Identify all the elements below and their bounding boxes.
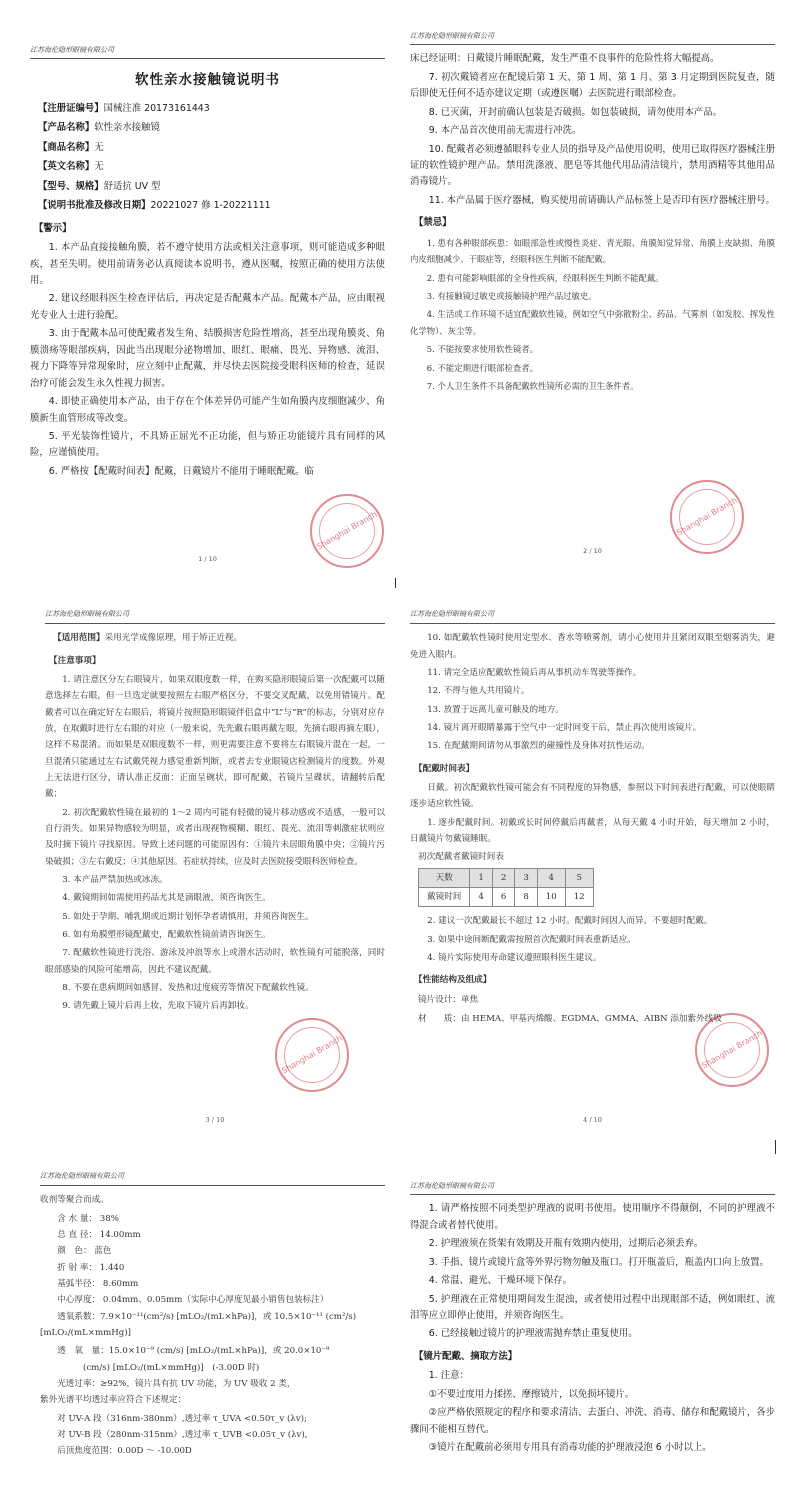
manual-page-3: [45, 608, 385, 1138]
company-seal: Shanghai Branch: [310, 494, 384, 568]
note-item: 5. 如处于孕期、哺乳期或近期计划怀孕者请慎用，并须咨询医生。: [62, 911, 314, 922]
note-item: 13. 放置于远离儿童可触及的地方。: [427, 704, 564, 715]
warning-item: 5. 平光装饰性镜片，不具矫正屈光不正功能，但与矫正功能镜片具有同样的风险，应谨慎使用。: [30, 431, 385, 459]
spec-power-range: 后顶焦度范围：0.00D ～ -10.00D: [57, 1446, 192, 1457]
care-item: 1. 请严格按照不同类型护理液的说明书使用。使用顺序不得颠倒，不同的护理液不得混合或者替代使用。: [410, 1203, 775, 1231]
company-header: 江苏海伦隐形眼镜有限公司: [410, 1180, 775, 1195]
note-item: 3. 本产品严禁加热或冰冻。: [62, 874, 168, 885]
warning-item: 1. 本产品直接接触角膜，若不遵守使用方法或相关注意事项，则可能造成多种眼疾，甚至失明。使用前请务必认真阅读本说明书，遵从医嘱，按照正确的使用方法使用。: [30, 242, 385, 286]
spec-uv-requirement: 紫外光谱平均透过率应符合下述规定：: [40, 1395, 187, 1406]
lens-material: 材 质：由 HEMA、甲基丙烯酸、EGDMA、GMMA、AIBN 添加紫外线吸: [418, 1013, 722, 1024]
document-title: 软性亲水接触镜说明书: [135, 72, 280, 89]
manual-page-5: [40, 1170, 385, 1500]
warning-item: 6. 严格按【配戴时间表】配戴，日戴镜片不能用于睡眠配戴。临: [48, 465, 314, 477]
warning-item: 2. 建议经眼科医生检查评估后，再决定是否配戴本产品。配戴本产品，应由眼视光专业人士进行验配。: [30, 293, 385, 321]
contraindication-item: 1. 患有各种眼部疾患：如眼部急性或慢性炎症、青光眼、角膜知觉异常、角膜上皮缺损、角膜内皮细胞减少、干眼症等，经眼科医生判断不能配戴。: [410, 237, 775, 265]
lens-design: 镜片设计：单焦: [418, 994, 479, 1005]
material-continued: 收剂等聚合而成。: [40, 1195, 109, 1206]
spec-item: 折 射 率： 1.440: [57, 1262, 125, 1273]
spec-item: 基弧半径： 8.60mm: [57, 1278, 139, 1289]
table-caption: 初次配戴者戴镜时间表: [418, 852, 504, 863]
manual-page-6: [410, 1180, 775, 1500]
notice-item: 10. 配戴者必须遵循眼科专业人员的指导及产品使用说明，使用已取得医疗器械注册证的软性镜护理产品。禁用洗涤液、肥皂等其他代用品清洁镜片，禁用酒精等其他用品消毒镜片。: [410, 143, 775, 188]
schedule-item: 4. 镜片实际使用寿命建议遵照眼科医生建议。: [427, 952, 602, 963]
company-header: 江苏海伦隐形眼镜有限公司: [410, 30, 775, 45]
company-seal: Shanghai Branch: [670, 480, 744, 554]
wear-item: ①不要过度用力揉搓、摩擦镜片，以免损坏镜片。: [428, 1388, 635, 1400]
spec-oxygen-transmissibility: 透 氧 量：15.0×10⁻⁹ (cm/s) [mLO₂/(mL×hPa)]，或 20.0×10⁻⁹: [57, 1346, 330, 1357]
care-item: 2. 护理液须在货架有效期及开瓶有效期内使用，过期后必须丢弃。: [428, 1238, 704, 1250]
contraindication-heading: 【禁忌】: [414, 217, 452, 229]
care-item: 4. 常温、避光、干燥环境下保存。: [428, 1275, 572, 1287]
field-scope: 【适用范围】采用光学成像原理，用于矫正近视。: [53, 633, 243, 644]
schedule-item: 3. 如果中途间断配戴需按照首次配戴时间表重新适应。: [427, 934, 636, 945]
note-item: 4. 戴镜期间如需使用药品尤其是滴眼液，须咨询医生。: [62, 893, 271, 904]
contraindication-item: 2. 患有可能影响眼部的全身性疾病，经眼科医生判断不能配戴。: [426, 272, 664, 283]
company-header: 江苏海伦隐形眼镜有限公司: [410, 608, 775, 624]
wear-method-heading: 【镜片配戴、摘取方法】: [414, 1350, 518, 1362]
manual-page-4: [410, 608, 775, 1138]
wear-item: ②应严格依照规定的程序和要求清洁、去蛋白、冲洗、消毒、储存和配戴镜片，各步骤间不能相互替代。: [410, 1407, 775, 1435]
spec-light-transmittance: 光透过率：≥92%，镜片具有抗 UV 功能，为 UV 吸收 2 类，: [57, 1378, 296, 1389]
spec-item: 总 直 径： 14.00mm: [57, 1229, 141, 1240]
note-item: 12. 不得与他人共用镜片。: [427, 686, 530, 697]
warning-item: 4. 即使正确使用本产品，由于存在个体差异仍可能产生如角膜内皮细胞减少、角膜新生血管形成等改变。: [30, 396, 385, 424]
spec-uvb: 对 UV-B 段（280nm-315nm）,透过率 τ_UVB <0.05τ_v (λv),: [57, 1429, 308, 1440]
notes-heading: 【注意事项】: [49, 655, 101, 666]
field-english-name: 【英文名称】无: [38, 161, 104, 173]
contraindication-item: 7. 个人卫生条件不具备配戴软性镜所必需的卫生条件者。: [426, 380, 639, 391]
spec-oxygen-transmissibility-unit: (cm/s) [mLO₂/(mL×mmHg)] (-3.00D 时): [83, 1362, 260, 1373]
spec-item: 颜 色： 蓝色: [57, 1246, 112, 1257]
note-item: 8. 不要在患病期间如感冒、发热和过度疲劳等情况下配戴软性镜。: [62, 982, 314, 993]
notice-item: 9. 本产品首次使用前无需进行冲洗。: [428, 125, 582, 137]
note-item: 6. 如有角膜塑形镜配戴史，配戴软性镜前请咨询医生。: [62, 929, 271, 940]
manual-page-2: [410, 30, 775, 575]
spec-item: 含 水 量： 38%: [57, 1213, 119, 1224]
field-registration: 【注册证编号】国械注准 20173161443: [38, 102, 210, 114]
table-row: 天数 1 2 3 4 5: [419, 868, 594, 887]
note-item: 15. 在配戴期间请勿从事激烈的碰撞性及身体对抗性运动。: [427, 741, 650, 752]
schedule-item: 1. 逐步配戴时间。初戴或长时间停戴后再戴者，从每天戴 4 小时开始，每天增加 2 小时，日戴镜片勿戴镜睡眠。: [410, 817, 775, 844]
notice-item: 8. 已灭菌，开封前确认包装是否破损。如包装破损，请勿使用本产品。: [428, 106, 722, 118]
care-item: 5. 护理液在正常使用期间发生混浊，或者使用过程中出现眼部不适，例如眼红、流泪等应立即停止使用，并须咨询医生。: [410, 1293, 775, 1321]
schedule-intro: 日戴。初次配戴软性镜可能会有不同程度的异物感，参照以下时间表进行配戴，可以使眼睛逐步适应软性镜。: [410, 782, 775, 810]
spec-oxygen-permeability-unit: [mLO₂/(mL×mmHg)]: [40, 1327, 132, 1338]
page-number: 3 / 10: [205, 1116, 225, 1124]
page-number: 4 / 10: [583, 1116, 602, 1124]
company-header: 江苏海伦隐形眼镜有限公司: [40, 1170, 385, 1186]
scan-mark: [775, 1140, 776, 1154]
field-trade-name: 【商品名称】无: [38, 141, 104, 153]
care-item: 6. 已经接触过镜片的护理液需抛弃禁止重复使用。: [428, 1328, 638, 1340]
page-number: 1 / 10: [198, 555, 217, 563]
page-number: 2 / 10: [583, 547, 602, 555]
company-seal: Shanghai Branch: [695, 1013, 769, 1087]
company-header: 江苏海伦隐形眼镜有限公司: [30, 44, 385, 59]
spec-item: 中心厚度： 0.04mm、0.05mm（实际中心厚度见最小销售包装标注）: [57, 1295, 329, 1306]
note-item: 9. 请先戴上镜片后再上妆，先取下镜片后再卸妆。: [62, 1001, 254, 1012]
field-model: 【型号、规格】舒适抗 UV 型: [38, 180, 161, 192]
field-product-name: 【产品名称】软性亲水接触镜: [38, 122, 160, 134]
note-item: 14. 镜片离开眼睛暴露于空气中一定时间变干后，禁止再次使用该镜片。: [427, 722, 702, 733]
notice-item: 7. 初次戴镜者应在配镜后第 1 天、第 1 周、第 1 月、第 3 月定期到医院复查，随后即使无任何不适亦建议定期（或遵医嘱）去医院进行眼部检查。: [410, 71, 775, 100]
field-approval-date: 【说明书批准及修改日期】20221027 修 1-20221111: [38, 200, 271, 212]
notice-item: 床已经证明：日戴镜片睡眠配戴，发生严重不良事件的危险性将大幅提高。: [410, 53, 720, 65]
note-item: 11. 请完全适应配戴软性镜后再从事机动车驾驶等操作。: [427, 667, 642, 678]
schedule-item: 2. 建议一次配戴最长不超过 12 小时。配戴时间因人而异，不要超时配戴。: [427, 916, 713, 927]
schedule-heading: 【配戴时间表】: [414, 763, 475, 774]
wear-item: ③镜片在配戴前必须用专用具有消毒功能的护理液浸泡 6 小时以上。: [428, 1442, 712, 1454]
note-item: 7. 配戴软性镜进行洗浴、游泳及冲浪等水上或潜水活动时，软性镜有可能脱落，同时眼部感染的风险可能增高，因此不建议配戴。: [45, 948, 385, 975]
note-item: 10. 如配戴软性镜时使用定型水、香水等喷雾剂，请小心使用并且紧闭双眼至烟雾消失，避免进入眼内。: [410, 633, 775, 660]
table-row: 戴镜时间 4 6 8 10 12: [419, 887, 594, 906]
contraindication-item: 5. 不能按要求使用软性镜者。: [426, 344, 538, 355]
contraindication-item: 3. 有接触镜过敏史或接触镜护理产品过敏史。: [426, 290, 597, 301]
company-header: 江苏海伦隐形眼镜有限公司: [45, 608, 385, 624]
warning-heading: 【警示】: [34, 222, 72, 234]
manual-page-1: [30, 44, 385, 574]
performance-heading: 【性能结构及组成】: [414, 975, 492, 986]
care-item: 3. 手指、镜片或镜片盒等外界污物勿触及瓶口。打开瓶盖后，瓶盖内口向上放置。: [428, 1256, 769, 1268]
note-item: 2. 初次配戴软性镜在最初的 1～2 周内可能有轻微的镜片移动感或不适感，一般可以自行消失。如果异物感较为明显，或者出现视物模糊、眼红、畏光、流泪等刺激症状则应及时摘下镜片寻找原因。导致上述问题的可能原因有：①镜片未居眼角膜中央；②镜片污染破损；③左右戴反；④其他原因。若症状持续，应及时去医院接受眼科医师检查。: [45, 807, 385, 867]
scan-mark: [395, 578, 396, 588]
warning-item: 3. 由于配戴本品可使配戴者发生角、结膜损害危险性增高，甚至出现角膜炎、角膜溃疡等眼部疾病，因此当出现眼分泌物增加、眼红、眼痛、畏光、异物感、流泪、视力下降等异常现象时，应立刻中止配戴，并尽快去医院接受眼科医师的检查，延误治疗可能会发生永久性视力损害。: [30, 328, 385, 389]
spec-oxygen-permeability: 透氧系数：7.9×10⁻¹¹(cm²/s) [mLO₂/(mL×hPa)]，或 10.5×10⁻¹¹ (cm²/s): [57, 1311, 357, 1322]
wear-note: 1. 注意：: [428, 1370, 469, 1382]
wearing-schedule-table: [418, 868, 594, 908]
company-seal: Shanghai Branch: [275, 1018, 349, 1092]
spec-uva: 对 UV-A 段（316nm-380nm）,透过率 τ_UVA <0.50τ_v (λv);: [57, 1413, 307, 1424]
notice-item: 11. 本产品属于医疗器械，购买使用前请确认产品标签上是否印有医疗器械注册号。: [428, 194, 775, 206]
note-item: 1. 请注意区分左右眼镜片，如果双眼度数一样，在购买隐形眼镜后第一次配戴可以随意选择左右眼，但一旦选定就要按照左右眼严格区分，不要交叉配戴，以免用错镜片。配戴者可以在确定好左右眼后，将镜片按照隐形眼镜伴侣盒中“L”与“R”的标志，分别对应存放，在取戴时进行左右眼的对应（一般来说，先先戴右眼再戴左眼，先摘右眼再摘左眼），这样不易混淆。而如果是双眼度数不一样，则更需要注意不要将左右眼镜片混在一起，一旦混淆只能通过左右试戴凭视力感觉重新判断，或者去专业眼镜店检测镜片的度数。外观上无法进行区分，请认准正反面：正面呈碗状，即可配戴，若镜片呈碟状，请翻转后配戴；: [45, 674, 385, 800]
contraindication-item: 4. 生活或工作环境不适宜配戴软性镜，例如空气中弥散粉尘、药品、气雾剂（如发胶、挥发性化学物）、灰尘等。: [410, 309, 775, 336]
contraindication-item: 6. 不能定期进行眼部检查者。: [426, 362, 538, 373]
